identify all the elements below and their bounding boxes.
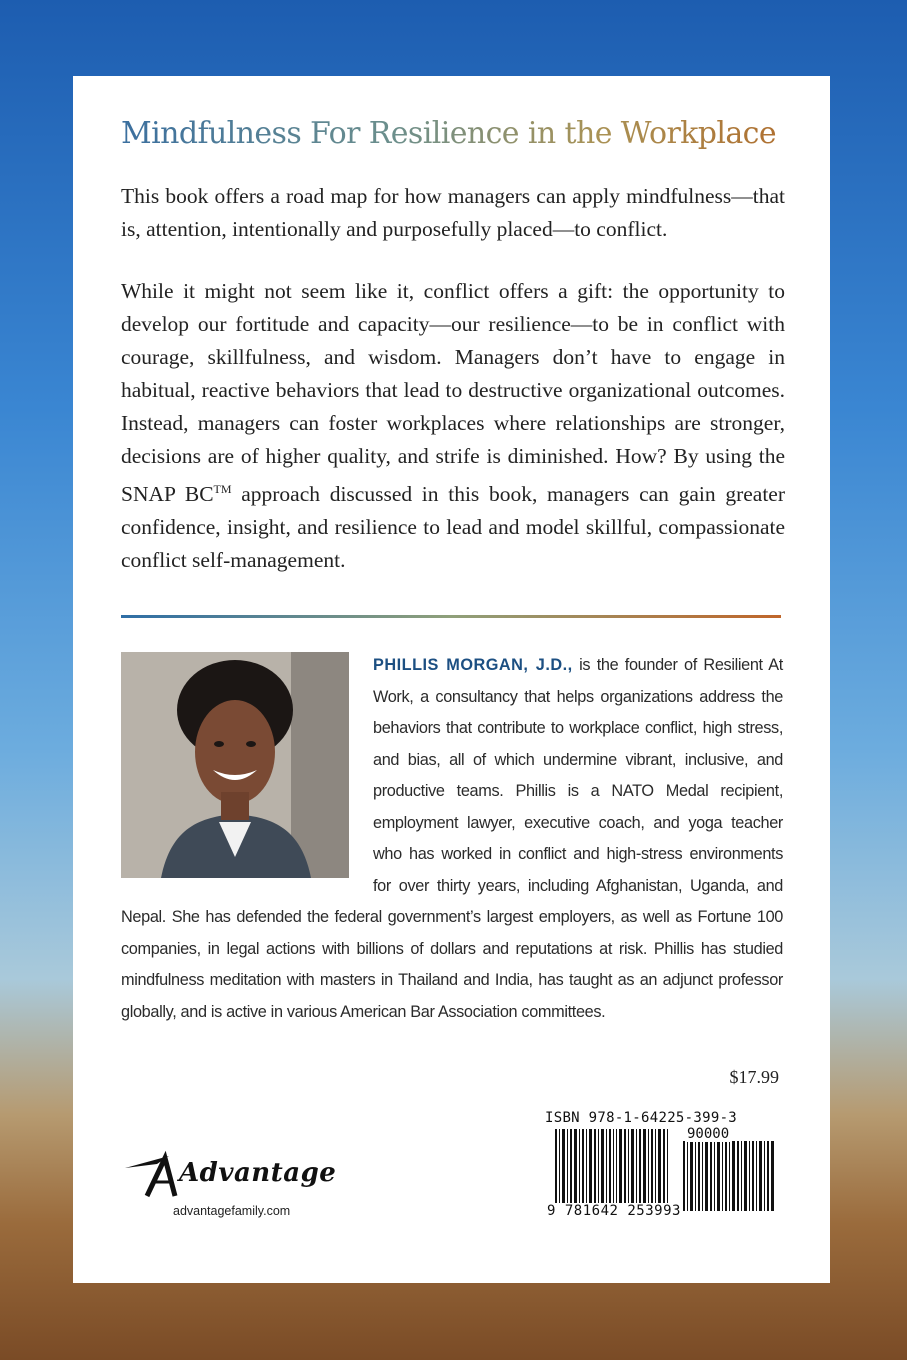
description-paragraph [121,275,785,577]
isbn-label: ISBN 978-1-64225-399-3 [545,1110,738,1126]
description-text: While it might not seem like it, conflict offers a gift: the opportunity to develop our fortitude and capacity—our resilience—to be in conflict with courage, skillfulness, and wisdom. Managers don’t have to engage in habitual, reactive behaviors that lead to destructive organizational outcomes. Instead, managers can foster workplaces where relationships are stronger, decisions are of higher quality, and strife is diminished. How? By using the SNAP BC [121,279,785,506]
barcode-graphic [553,1129,778,1249]
publisher-logo-text: Advantage [179,1158,337,1188]
barcode-addon-digits: 90000 [687,1126,730,1142]
book-title: Mindfulness For Resilience in the Workplace [121,114,801,154]
author-bio-text: is the founder of Resilient At Work, a consultancy that helps organizations address the behaviors that contribute to workplace conflict, high stress, and bias, all of which undermine vibrant, inclusive, and productive teams. Phillis is a NATO Medal recipient, employment lawyer, executive coach, and yoga teacher who has worked in conflict and high-stress environments for over thirty years, including Afghanistan, Uganda, and Nepal. She has defended the federal government’s largest employers, as well as Fortune 100 companies, in legal actions with billions of dollars and reputations at risk. Phillis has studied mindfulness meditation with masters in Thailand and India, has taught as an adjunct professor globally, and is active in various American Bar Association committees. [121,656,783,1021]
author-name: PHILLIS MORGAN, J.D., [373,656,573,674]
back-cover-panel [73,76,830,1283]
price: $17.99 [729,1067,779,1087]
trademark-mark: TM [213,482,232,496]
barcode-digits: 9 781642 253993 [547,1203,681,1219]
author-photo [121,652,349,878]
description-text-end: approach discussed in this book, managers can gain greater confidence, insight, and resilience to lead and model skillful, compassionate conflict self-management. [121,482,785,572]
publisher-logo [117,1144,337,1204]
publisher-url[interactable]: advantagefamily.com [173,1204,291,1218]
intro-paragraph: This book offers a road map for how managers can apply mindfulness—that is, attention, intentionally and purposefully placed—to conflict. [121,184,785,241]
author-portrait-illustration [121,652,349,878]
section-divider [121,615,781,618]
